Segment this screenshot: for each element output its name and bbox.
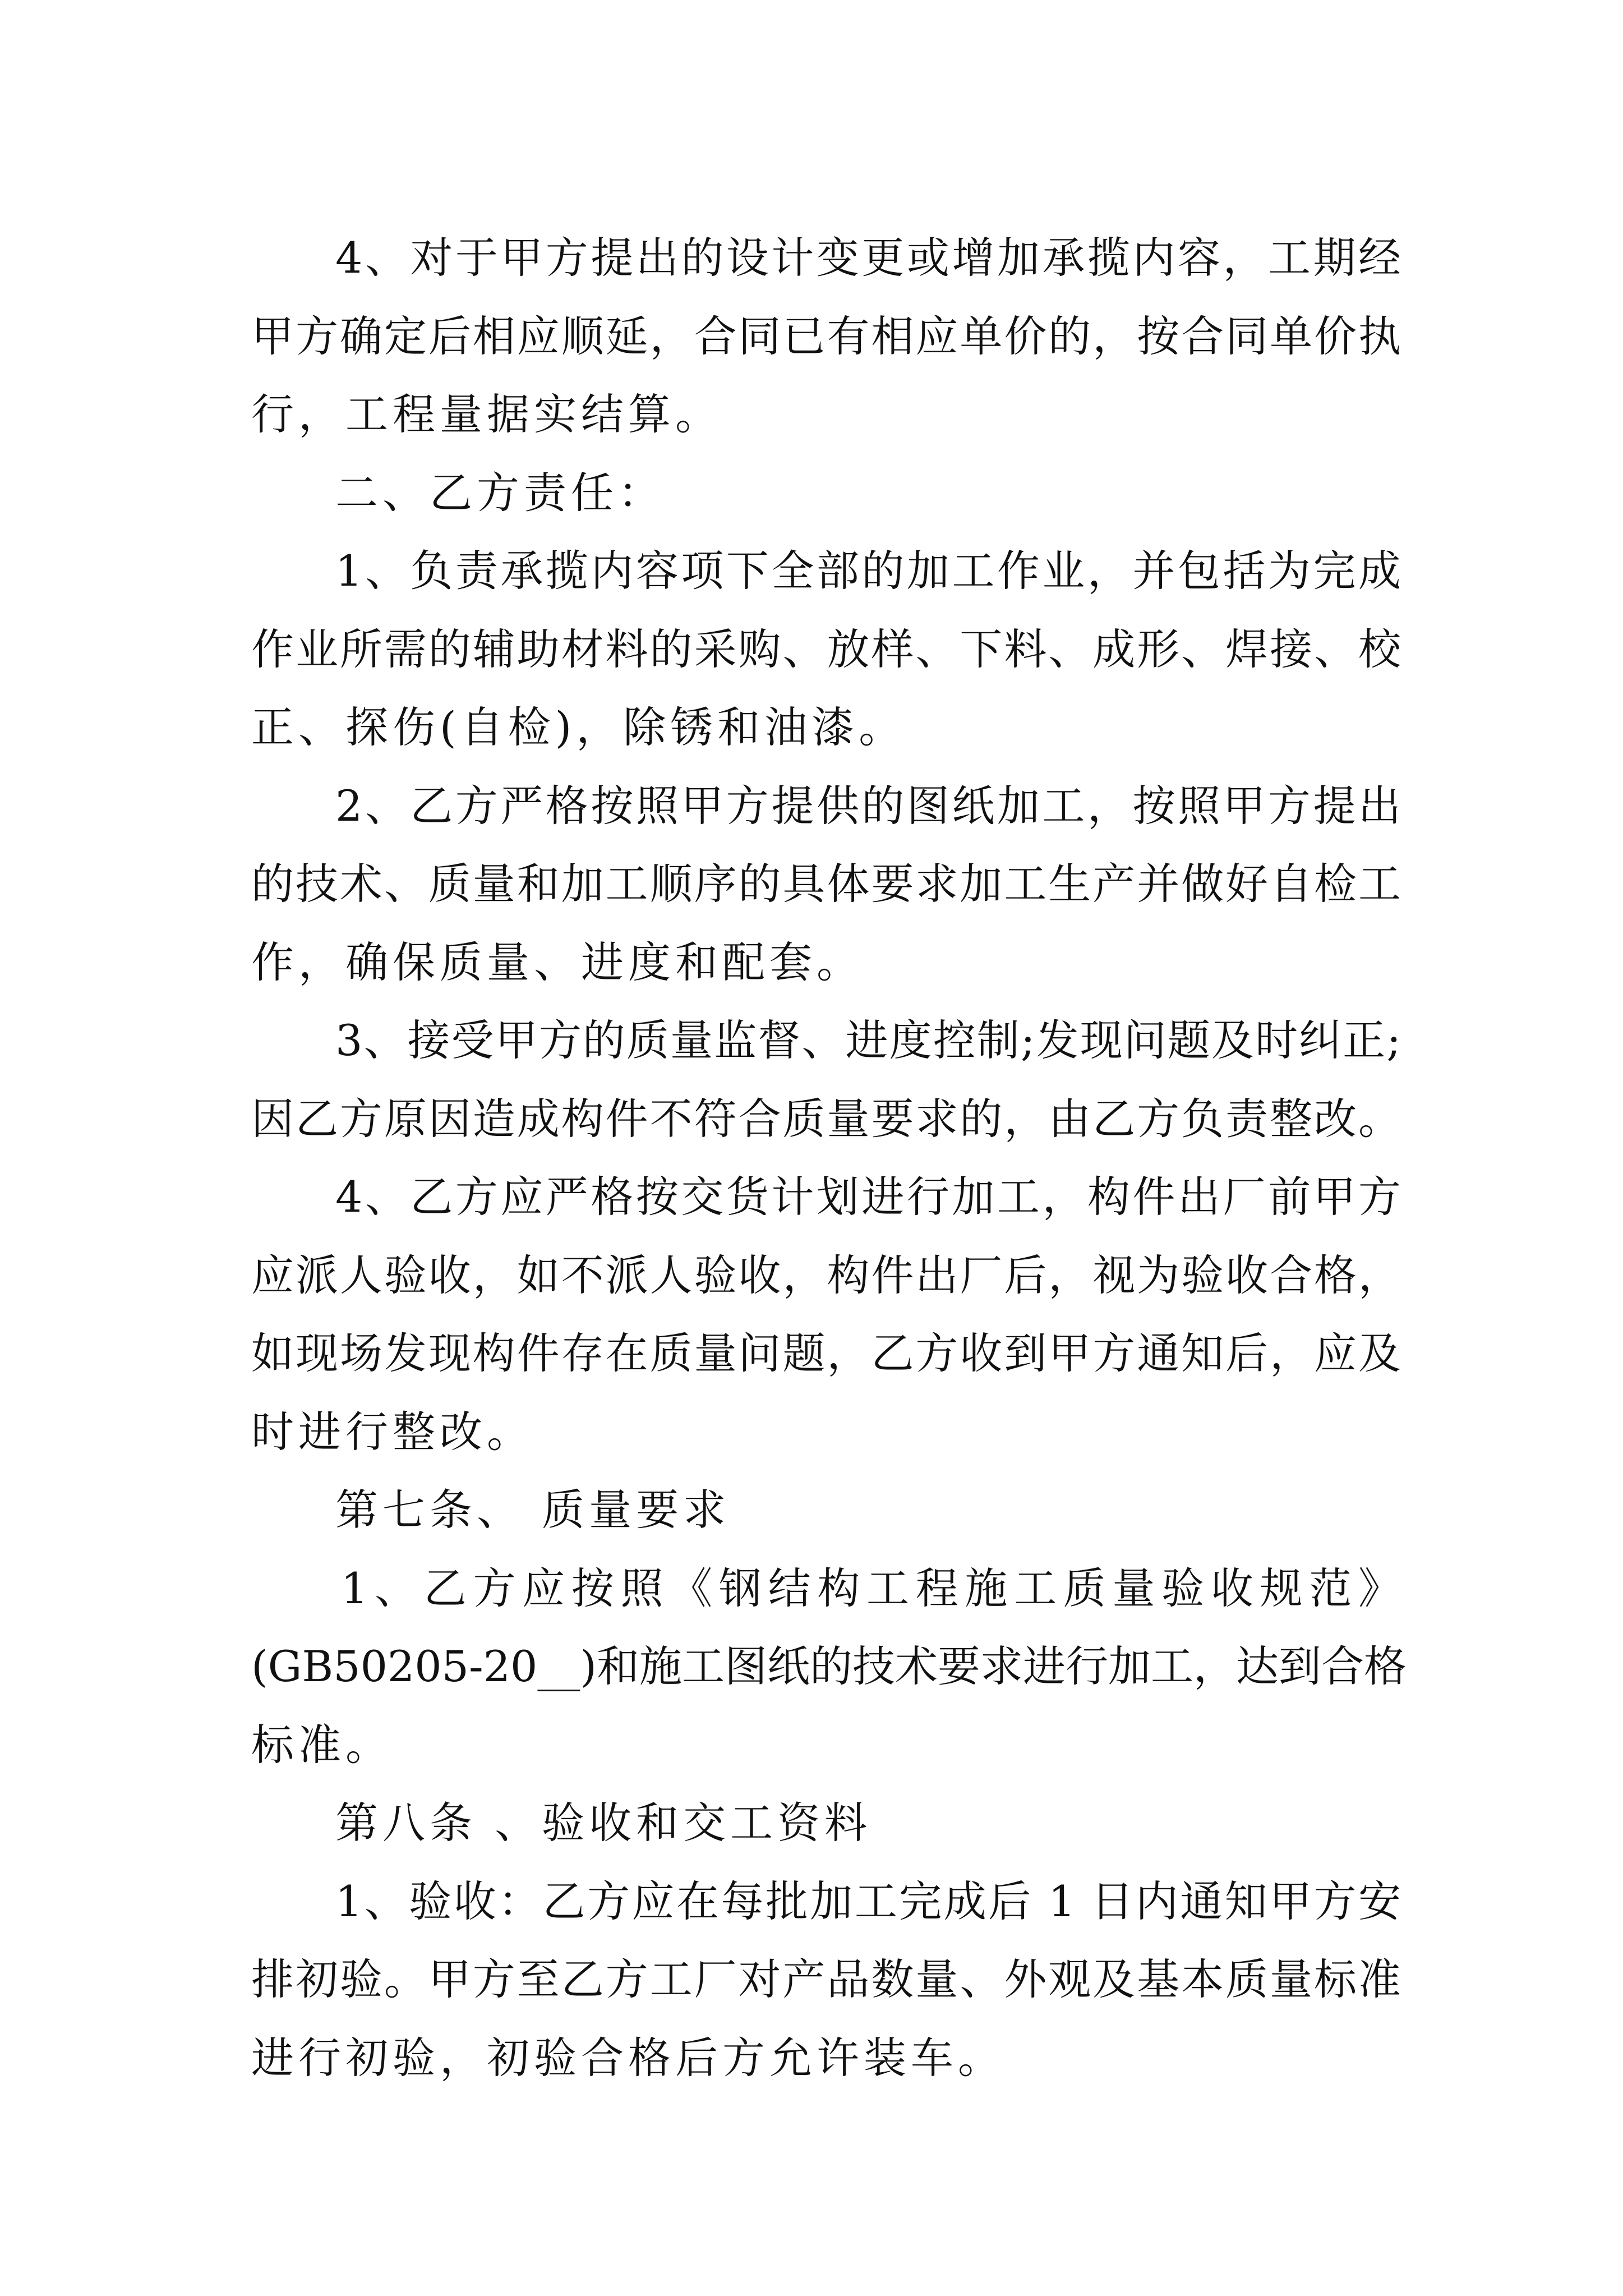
paragraph-line: 1、负责承揽内容项下全部的加工作业，并包括为完成 [335, 546, 1401, 596]
section-heading: 第七条、 质量要求 [335, 1485, 731, 1535]
paragraph-line: 1、乙方应按照《钢结构工程施工质量验收规范》 [341, 1563, 1401, 1613]
document-body [251, 219, 1407, 2097]
paragraph-line: 应派人验收，如不派人验收，构件出厂后，视为验收合格， [251, 1250, 1401, 1300]
paragraph-line: 1、验收：乙方应在每批加工完成后 1 日内通知甲方安 [335, 1876, 1401, 1926]
paragraph-line: 作，确保质量、进度和配套。 [251, 937, 864, 987]
paragraph-line: 进行初验，初验合格后方允许装车。 [251, 2032, 1005, 2083]
paragraph-line: 4、对于甲方提出的设计变更或增加承揽内容，工期经 [335, 233, 1401, 283]
paragraph-line: 因乙方原因造成构件不符合质量要求的，由乙方负责整改。 [251, 1093, 1401, 1144]
paragraph-line: 甲方确定后相应顺延，合同已有相应单价的，按合同单价执 [251, 311, 1401, 361]
paragraph-line: 排初验。甲方至乙方工厂对产品数量、外观及基本质量标准 [251, 1954, 1401, 2004]
paragraph-line: 4、乙方应严格按交货计划进行加工，构件出厂前甲方 [335, 1172, 1401, 1222]
paragraph-line: 标准。 [251, 1719, 393, 1770]
paragraph-line: 作业所需的辅助材料的采购、放样、下料、成形、焊接、校 [251, 624, 1401, 674]
paragraph-line: 正、探伤(自检)，除锈和油漆。 [251, 702, 906, 752]
section-heading: 二、乙方责任： [335, 467, 665, 518]
paragraph-line: 2、乙方严格按照甲方提供的图纸加工，按照甲方提出 [335, 780, 1401, 831]
paragraph-line: (GB50205-20__)和施工图纸的技术要求进行加工，达到合格 [251, 1641, 1407, 1691]
paragraph-line: 的技术、质量和加工顺序的具体要求加工生产并做好自检工 [251, 859, 1401, 909]
paragraph-line: 3、接受甲方的质量监督、进度控制;发现问题及时纠正; [335, 1015, 1401, 1065]
paragraph-line: 行，工程量据实结算。 [251, 389, 722, 439]
paragraph-line: 时进行整改。 [251, 1406, 534, 1457]
paragraph-line: 如现场发现构件存在质量问题，乙方收到甲方通知后，应及 [251, 1328, 1401, 1378]
section-heading: 第八条 、验收和交工资料 [335, 1798, 872, 1848]
